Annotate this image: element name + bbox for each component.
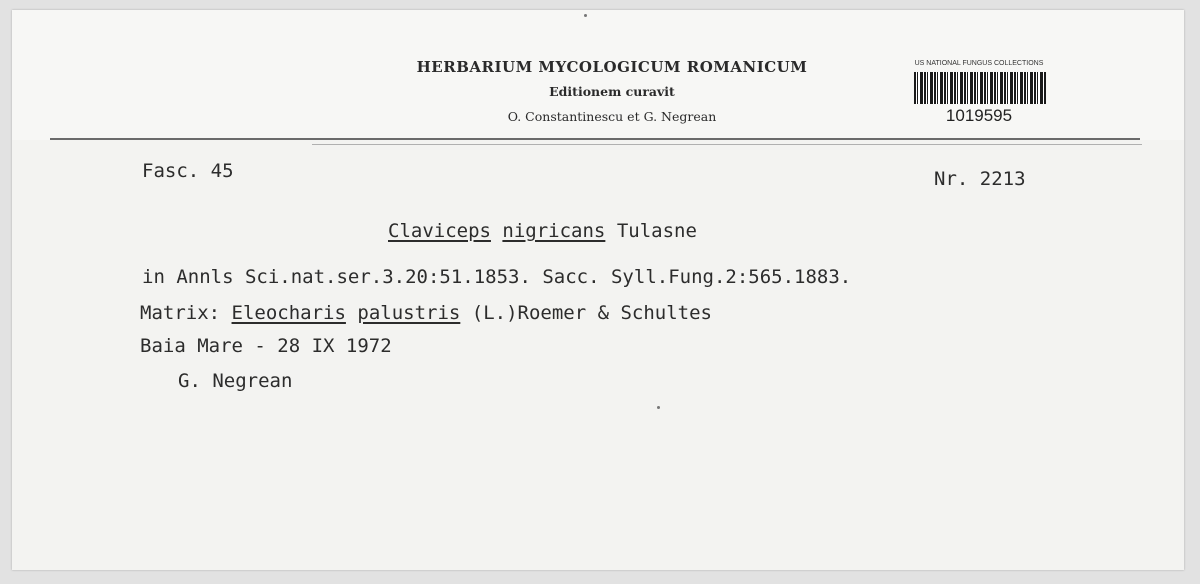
species-epithet: nigricans bbox=[502, 220, 606, 242]
matrix-line bbox=[140, 302, 712, 324]
paper-speck bbox=[657, 406, 660, 409]
barcode-number: 1019595 bbox=[945, 106, 1013, 125]
literature-citation: in Annls Sci.nat.ser.3.20:51.1853. Sacc. Syll.Fung.2:565.1883. bbox=[142, 266, 852, 288]
matrix-genus: Eleocharis bbox=[231, 302, 346, 324]
collector-name: G. Negrean bbox=[178, 370, 293, 392]
species-genus: Claviceps bbox=[388, 220, 491, 242]
species-name bbox=[388, 220, 697, 242]
species-author: Tulasne bbox=[616, 220, 697, 242]
herbarium-label bbox=[12, 10, 1184, 570]
barcode-caption: US NATIONAL FUNGUS COLLECTIONS bbox=[914, 60, 1044, 67]
barcode-icon bbox=[914, 72, 1046, 104]
header-divider bbox=[50, 138, 1140, 140]
herbarium-subtitle: Editionem curavit bbox=[549, 84, 675, 99]
herbarium-editors: O. Constantinescu et G. Negrean bbox=[507, 109, 717, 124]
fascicle-number: Fasc. 45 bbox=[142, 160, 234, 182]
matrix-epithet: palustris bbox=[357, 302, 461, 324]
locality-date: Baia Mare - 28 IX 1972 bbox=[140, 335, 392, 357]
label-header bbox=[12, 10, 1184, 140]
herbarium-title: HERBARIUM MYCOLOGICUM ROMANICUM bbox=[416, 58, 808, 76]
barcode-block bbox=[904, 60, 1054, 130]
matrix-prefix: Matrix: bbox=[140, 302, 221, 324]
matrix-author: (L.)Roemer & Schultes bbox=[471, 302, 712, 324]
exsiccata-number: Nr. 2213 bbox=[934, 168, 1026, 190]
paper-speck bbox=[584, 14, 587, 17]
header-divider-secondary bbox=[312, 144, 1142, 145]
